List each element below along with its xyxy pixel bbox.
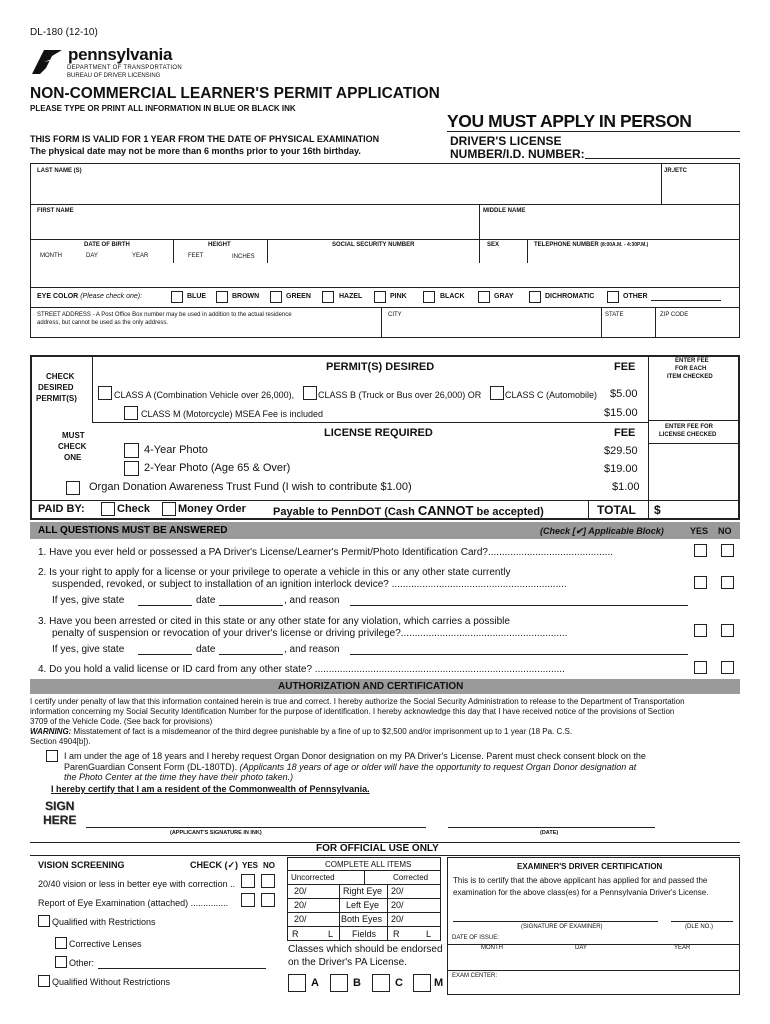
eye-blue-label: BLUE xyxy=(187,293,207,300)
date-of-issue-field[interactable] xyxy=(450,953,737,969)
fee-heading-2: FEE xyxy=(614,427,636,439)
question-2b: suspended, revoked, or subject to installation of an ignition interlock device? ............................................................... xyxy=(52,579,567,590)
applicant-signature-field[interactable] xyxy=(86,806,426,826)
fee-4yr: $29.50 xyxy=(604,445,638,457)
pay-check-label: Check xyxy=(117,503,151,515)
pay-check-checkbox[interactable] xyxy=(101,502,115,516)
apply-in-person: YOU MUST APPLY IN PERSON xyxy=(447,111,692,131)
q4-yes-checkbox[interactable] xyxy=(694,661,707,674)
dl-number-line[interactable] xyxy=(585,158,740,159)
question-1: 1. Have you ever held or possessed a PA Driver's License/Learner's Permit/Photo Identification Card?............................................. xyxy=(38,547,613,558)
signature-date-field[interactable] xyxy=(448,806,655,826)
class-endorse-c-label: C xyxy=(395,977,403,989)
q2-reason-line[interactable] xyxy=(350,605,688,606)
eye-blue-checkbox[interactable] xyxy=(171,291,183,303)
q2-yes-checkbox[interactable] xyxy=(694,576,707,589)
enter-fee-3: ITEM CHECKED xyxy=(667,374,713,380)
vision-20-40: 20/40 vision or less in better eye with correction .. xyxy=(38,879,236,889)
other-restriction-checkbox[interactable] xyxy=(55,956,67,968)
fee-heading: FEE xyxy=(614,361,636,373)
vision-check-heading: CHECK (✓) xyxy=(190,860,239,870)
right-corrected[interactable]: 20/ xyxy=(391,886,404,896)
eye-green-checkbox[interactable] xyxy=(270,291,282,303)
check-block-hint: (Check [✔] Applicable Block) xyxy=(540,526,664,536)
vision-20-40-yes[interactable] xyxy=(241,874,255,888)
sex-label: SEX xyxy=(487,242,500,248)
q1-no-checkbox[interactable] xyxy=(721,544,734,557)
organ-donation-checkbox[interactable] xyxy=(66,481,80,495)
question-2a: 2. Is your right to apply for a license or your privilege to operate a vehicle in this or any other state currently xyxy=(38,567,511,578)
q4-no-checkbox[interactable] xyxy=(721,661,734,674)
exam-center-field[interactable] xyxy=(505,972,737,992)
both-corrected[interactable]: 20/ xyxy=(391,914,404,924)
question-3b: penalty of suspension or revocation of your driver's license or driving privilege?............................................................ xyxy=(52,628,568,639)
uncorrected-header: Uncorrected xyxy=(291,873,335,882)
class-endorse-b-label: B xyxy=(353,977,361,989)
corrective-lenses-checkbox[interactable] xyxy=(55,937,67,949)
total-field[interactable] xyxy=(664,502,738,519)
no-heading: NO xyxy=(718,526,732,536)
city-label: CITY xyxy=(388,312,402,318)
form-code: DL-180 (12-10) xyxy=(30,27,98,38)
organ-donor-request-checkbox[interactable] xyxy=(46,750,58,762)
bureau-name: BUREAU OF DRIVER LICENSING xyxy=(67,73,161,79)
resident-certification: I hereby certify that I am a resident of the Commonwealth of Pennsylvania. xyxy=(51,784,370,794)
check-desired-1: CHECK xyxy=(46,372,75,381)
brand-name: pennsylvania xyxy=(68,45,173,64)
q2-date-label: date xyxy=(196,595,216,606)
enter-fee-1: ENTER FEE xyxy=(675,358,709,364)
dob-label: DATE OF BIRTH xyxy=(84,242,130,248)
qualified-restrictions-label: Qualified with Restrictions xyxy=(52,917,156,927)
middle-name-field[interactable] xyxy=(482,216,737,238)
q2-reason-label: , and reason xyxy=(284,595,340,606)
q2-date-line[interactable] xyxy=(219,605,283,606)
q2-if-yes: If yes, give state xyxy=(52,595,125,606)
zip-label: ZIP CODE xyxy=(660,312,689,318)
corrected-header: Corrected xyxy=(393,873,429,882)
street-label-1: STREET ADDRESS - A Post Office Box number may be used in addition to the actual residence xyxy=(37,312,292,318)
corrective-lenses-label: Corrective Lenses xyxy=(69,939,142,949)
classes-endorsed-2: on the Driver's PA License. xyxy=(288,957,408,968)
fields-r-uncorrected[interactable]: R xyxy=(292,929,299,939)
vision-no-heading: NO xyxy=(263,861,275,870)
form-subtitle: PLEASE TYPE OR PRINT ALL INFORMATION IN BLUE OR BLACK INK xyxy=(30,104,296,113)
class-m-checkbox[interactable] xyxy=(124,406,138,420)
class-b-checkbox[interactable] xyxy=(303,386,317,400)
q3-state-line[interactable] xyxy=(138,654,192,655)
class-endorse-c-box[interactable] xyxy=(372,974,390,992)
qualified-restrictions-checkbox[interactable] xyxy=(38,915,50,927)
last-name-field[interactable] xyxy=(34,176,658,202)
eye-hazel-checkbox[interactable] xyxy=(322,291,334,303)
class-m-label: CLASS M (Motorcycle) MSEA Fee is included xyxy=(141,409,324,419)
eye-pink-checkbox[interactable] xyxy=(374,291,386,303)
photo-4yr-label: 4-Year Photo xyxy=(144,444,208,456)
permits-desired-heading: PERMIT(S) DESIRED xyxy=(326,361,435,373)
left-eye-label: Left Eye xyxy=(346,900,380,910)
q2-no-checkbox[interactable] xyxy=(721,576,734,589)
dob-day-label: DAY xyxy=(86,253,98,259)
auth-heading: AUTHORIZATION AND CERTIFICATION xyxy=(278,681,464,692)
qualified-without-label: Qualified Without Restrictions xyxy=(52,977,171,987)
examiner-cert-1: This is to certify that the above applicant has applied for and passed the xyxy=(453,876,708,885)
fee-m-field[interactable] xyxy=(652,403,736,420)
phone-label: TELEPHONE NUMBER (8:00A.M. - 4:30P.M.) xyxy=(534,242,649,248)
must-check-3: ONE xyxy=(64,453,82,462)
eye-color-label: EYE COLOR (Please check one): xyxy=(37,293,143,300)
enter-fee2-1: ENTER FEE FOR xyxy=(665,424,714,430)
date-of-issue-label: DATE OF ISSUE: xyxy=(452,935,499,941)
pay-money-order-label: Money Order xyxy=(178,503,246,515)
enter-fee-2: FOR EACH xyxy=(675,366,707,372)
right-eye-label: Right Eye xyxy=(343,886,383,896)
penndot-logo xyxy=(30,46,64,76)
question-4: 4. Do you hold a valid license or ID card from any other state? .......................................................................................... xyxy=(38,664,565,675)
must-check-1: MUST xyxy=(62,431,85,440)
date-caption: (DATE) xyxy=(540,830,559,836)
issue-month-label: MONTH xyxy=(481,945,503,951)
organ-request-3: the Photo Center at the time they have their photo taken.) xyxy=(64,772,294,782)
dl-label-2: NUMBER/I.D. NUMBER: xyxy=(450,147,585,161)
examiner-cert-2: examination for the above class(es) for a Pennsylvania Driver's License. xyxy=(453,888,709,897)
class-c-checkbox[interactable] xyxy=(490,386,504,400)
pay-money-order-checkbox[interactable] xyxy=(162,502,176,516)
class-endorse-b-box[interactable] xyxy=(330,974,348,992)
q3-date-line[interactable] xyxy=(219,654,283,655)
fields-r-corrected[interactable]: R xyxy=(393,929,400,939)
ssn-label: SOCIAL SECURITY NUMBER xyxy=(332,242,415,248)
both-eyes-label: Both Eyes xyxy=(341,914,383,924)
q3-yes-checkbox[interactable] xyxy=(694,624,707,637)
vision-yes-heading: YES xyxy=(242,861,259,870)
class-endorse-a-label: A xyxy=(311,977,319,989)
eye-black-label: BLACK xyxy=(440,293,465,300)
dob-month-label: MONTH xyxy=(40,253,62,259)
exam-center-label: EXAM CENTER: xyxy=(452,973,498,979)
examiner-cert-heading: EXAMINER'S DRIVER CERTIFICATION xyxy=(517,862,663,871)
height-label: HEIGHT xyxy=(208,242,231,248)
fields-label: Fields xyxy=(352,929,377,939)
q3-if-yes: If yes, give state xyxy=(52,644,125,655)
examiner-signature-line[interactable] xyxy=(453,921,658,922)
sig-caption: (APPLICANT'S SIGNATURE IN INK) xyxy=(170,830,262,836)
both-uncorrected[interactable]: 20/ xyxy=(294,914,307,924)
fee-2yr: $19.00 xyxy=(604,463,638,475)
other-restriction-label: Other: xyxy=(69,958,95,968)
classes-endorsed-1: Classes which should be endorsed xyxy=(288,944,443,955)
left-corrected[interactable]: 20/ xyxy=(391,900,404,910)
jr-label: JR./ETC xyxy=(664,168,688,174)
eye-hazel-label: HAZEL xyxy=(339,293,363,300)
dle-number-line[interactable] xyxy=(671,921,733,922)
payable-notice: Payable to PennDOT (Cash CANNOT be accepted) xyxy=(273,503,544,518)
vision-report-no[interactable] xyxy=(261,893,275,907)
state-label: STATE xyxy=(605,312,624,318)
examiner-signature-caption: (SIGNATURE OF EXAMINER) xyxy=(521,924,603,930)
class-a-label: CLASS A (Combination Vehicle over 26,000), xyxy=(114,390,295,400)
organ-request-1: I am under the age of 18 years and I hereby request Organ Donor designation on my PA Driver's License. Parent must check consent block on the xyxy=(64,751,646,761)
official-heading: FOR OFFICIAL USE ONLY xyxy=(316,843,439,854)
class-b-label: CLASS B (Truck or Bus over 26,000) OR xyxy=(318,390,482,400)
dob-year-label: YEAR xyxy=(132,253,149,259)
eye-gray-label: GRAY xyxy=(494,293,514,300)
valid-notice: THIS FORM IS VALID FOR 1 YEAR FROM THE DATE OF PHYSICAL EXAMINATION xyxy=(30,134,380,144)
total-dollar: $ xyxy=(654,503,661,517)
vision-report-yes[interactable] xyxy=(241,893,255,907)
issue-year-label: YEAR xyxy=(674,945,691,951)
q3-reason-label: , and reason xyxy=(284,644,340,655)
left-uncorrected[interactable]: 20/ xyxy=(294,900,307,910)
eye-green-label: GREEN xyxy=(286,293,311,300)
enter-fee2-2: LICENSE CHECKED xyxy=(659,432,717,438)
yes-heading: YES xyxy=(690,526,709,536)
eye-brown-checkbox[interactable] xyxy=(216,291,228,303)
photo-2yr-checkbox[interactable] xyxy=(124,461,139,476)
fields-l-uncorrected[interactable]: L xyxy=(328,929,334,939)
height-inches-label: INCHES xyxy=(232,254,255,260)
class-a-checkbox[interactable] xyxy=(98,386,112,400)
check-desired-2: DESIRED xyxy=(38,383,74,392)
fee-m: $15.00 xyxy=(604,407,638,419)
form-title: NON-COMMERCIAL LEARNER'S PERMIT APPLICATION xyxy=(30,85,440,102)
eye-other-checkbox[interactable] xyxy=(607,291,619,303)
issue-day-label: DAY xyxy=(575,945,587,951)
eye-gray-checkbox[interactable] xyxy=(478,291,490,303)
auth-warning: WARNING: Misstatement of fact is a misdemeanor of the third degree punishable by a fine of up to $2,500 and/or imprisonment up to 1 year (18 Pa. C.S. xyxy=(30,727,573,736)
class-endorse-a-box[interactable] xyxy=(288,974,306,992)
last-name-label: LAST NAME (S) xyxy=(37,168,82,174)
dl-label-1: DRIVER'S LICENSE xyxy=(450,134,562,148)
eye-other-line[interactable] xyxy=(651,300,721,301)
qualified-without-checkbox[interactable] xyxy=(38,975,50,987)
class-c-label: CLASS C (Automobile) xyxy=(505,390,598,400)
height-feet-label: FEET xyxy=(188,253,204,259)
photo-2yr-label: 2-Year Photo (Age 65 & Over) xyxy=(144,462,291,474)
organ-donation-label: Organ Donation Awareness Trust Fund (I wish to contribute $1.00) xyxy=(89,481,412,493)
dept-name: DEPARTMENT OF TRANSPORTATION xyxy=(67,65,182,71)
eye-pink-label: PINK xyxy=(390,293,407,300)
middle-name-label: MIDDLE NAME xyxy=(483,208,526,214)
fee-abc: $5.00 xyxy=(610,388,638,400)
auth-p1: I certify under penalty of law that this information contained herein is true and correct. I hereby authorize the Social Security Administration to release to the Department of Transportation xyxy=(30,697,685,706)
complete-all-items: COMPLETE ALL ITEMS xyxy=(325,860,412,869)
auth-p3: 3709 of the Vehicle Code. (See back for provisions) xyxy=(30,717,213,726)
fields-l-corrected[interactable]: L xyxy=(426,929,432,939)
photo-4yr-checkbox[interactable] xyxy=(124,443,139,458)
fee-abc-field[interactable] xyxy=(652,384,736,402)
total-label: TOTAL xyxy=(597,503,636,517)
q3-date-label: date xyxy=(196,644,216,655)
q2-state-line[interactable] xyxy=(138,605,192,606)
fee-organ-field[interactable] xyxy=(652,479,736,497)
class-endorse-m-label: M xyxy=(434,977,444,989)
here-label: HERE xyxy=(43,813,77,827)
vision-report: Report of Eye Examination (attached) ............... xyxy=(38,898,229,908)
auth-warning-2: Section 4904[b]). xyxy=(30,737,91,746)
auth-p2: information concerning my Social Security Identification Number for the purpose of identification. I hereby acknowledge this day that I have received notice of the provisions of Section xyxy=(30,707,675,716)
eye-black-checkbox[interactable] xyxy=(423,291,435,303)
fee-2yr-field[interactable] xyxy=(652,461,736,477)
check-desired-3: PERMIT(S) xyxy=(36,394,77,403)
sign-label: SIGN xyxy=(45,799,75,813)
eye-other-label: OTHER xyxy=(623,293,648,300)
vision-screening-heading: VISION SCREENING xyxy=(38,860,125,870)
other-restriction-line[interactable] xyxy=(98,968,266,969)
dle-caption: (DLE NO.) xyxy=(685,924,714,930)
right-uncorrected[interactable]: 20/ xyxy=(294,886,307,896)
q3-reason-line[interactable] xyxy=(350,654,688,655)
eye-dichromatic-checkbox[interactable] xyxy=(529,291,541,303)
paid-by-label: PAID BY: xyxy=(38,503,85,515)
q3-no-checkbox[interactable] xyxy=(721,624,734,637)
questions-heading: ALL QUESTIONS MUST BE ANSWERED xyxy=(38,525,228,536)
license-required-heading: LICENSE REQUIRED xyxy=(324,427,433,439)
first-name-label: FIRST NAME xyxy=(37,208,74,214)
question-3a: 3. Have you been arrested or cited in this state or any other state for any violation, which carries a possible xyxy=(38,616,510,627)
eye-brown-label: BROWN xyxy=(232,293,260,300)
fee-4yr-field[interactable] xyxy=(652,444,736,460)
fee-organ: $1.00 xyxy=(612,481,640,493)
physical-notice: The physical date may not be more than 6 months prior to your 16th birthday. xyxy=(30,146,361,156)
organ-request-2: ParenGuardian Consent Form (DL-180TD). (Applicants 18 years of age or older will have the opportunity to request Organ Donor designation at xyxy=(64,762,637,772)
street-label-2: address, but cannot be used as the only address. xyxy=(37,320,169,326)
first-name-field[interactable] xyxy=(34,216,476,238)
must-check-2: CHECK xyxy=(58,442,87,451)
vision-20-40-no[interactable] xyxy=(261,874,275,888)
eye-dichromatic-label: DICHROMATIC xyxy=(545,293,595,300)
class-endorse-m-box[interactable] xyxy=(413,974,431,992)
q1-yes-checkbox[interactable] xyxy=(694,544,707,557)
